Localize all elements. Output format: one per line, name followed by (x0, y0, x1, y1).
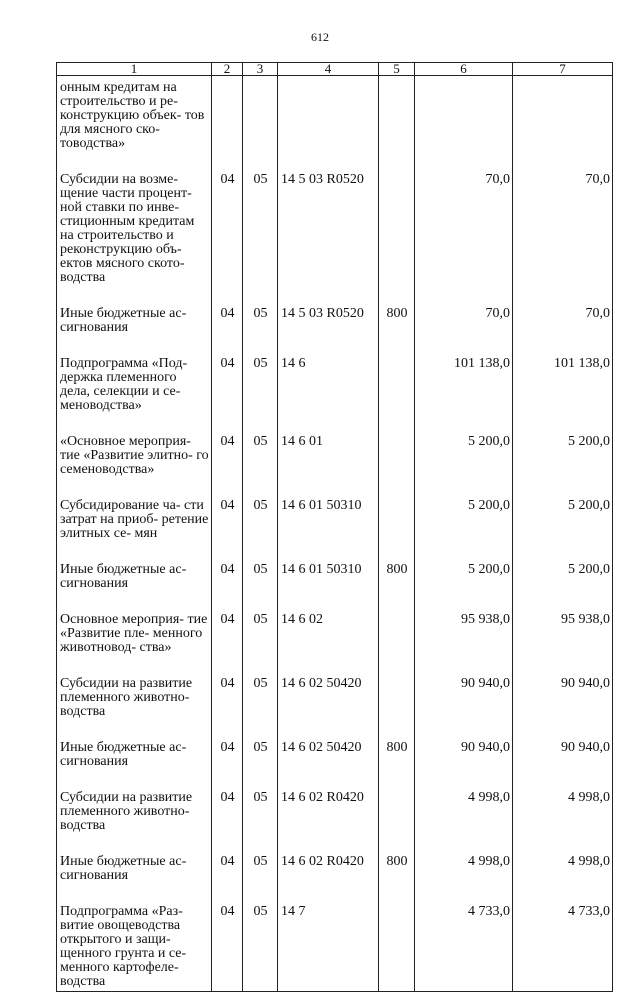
row-expense-type-cell: 800 (379, 563, 415, 613)
row-expense-type-cell: 800 (379, 855, 415, 905)
row-name-cell: Иные бюджетные ас- сигнования (57, 855, 212, 905)
page-number: 612 (311, 30, 329, 44)
row-target-article-cell: 14 6 02 (278, 613, 379, 677)
row-subsection-cell: 05 (243, 741, 278, 791)
row-subsection-cell: 05 (243, 563, 278, 613)
row-subsection-cell: 05 (243, 791, 278, 855)
row-name-cell: Подпрограмма «Раз- витие овощеводства открытого и защи- щенного грунта и се- менного картофеле- водства (57, 905, 212, 992)
row-amount-2-cell (513, 76, 613, 174)
row-amount-cell: 95 938,0 (415, 613, 513, 677)
row-name-cell: Иные бюджетные ас- сигнования (57, 741, 212, 791)
row-target-article-cell: 14 6 01 50310 (278, 499, 379, 563)
row-expense-type-cell (379, 791, 415, 855)
row-subsection-cell: 05 (243, 435, 278, 499)
row-amount-2-cell: 90 940,0 (513, 741, 613, 791)
budget-table (56, 62, 613, 992)
row-expense-type-cell (379, 435, 415, 499)
column-header-4: 4 (278, 63, 379, 76)
table-row (57, 905, 613, 992)
row-amount-2-cell: 5 200,0 (513, 435, 613, 499)
row-section-cell (212, 76, 243, 174)
table-row (57, 677, 613, 741)
row-section-cell: 04 (212, 307, 243, 357)
row-amount-2-cell: 101 138,0 (513, 357, 613, 435)
column-header-3: 3 (243, 63, 278, 76)
row-amount-cell: 101 138,0 (415, 357, 513, 435)
row-target-article-cell: 14 6 02 R0420 (278, 855, 379, 905)
row-amount-cell: 4 998,0 (415, 791, 513, 855)
row-amount-cell: 70,0 (415, 307, 513, 357)
row-amount-2-cell: 5 200,0 (513, 563, 613, 613)
row-amount-cell: 5 200,0 (415, 435, 513, 499)
row-amount-2-cell: 4 998,0 (513, 791, 613, 855)
row-name-cell: Иные бюджетные ас- сигнования (57, 307, 212, 357)
row-amount-cell: 90 940,0 (415, 741, 513, 791)
row-name-cell: Субсидии на развитие племенного животно- водства (57, 677, 212, 741)
row-amount-cell: 4 998,0 (415, 855, 513, 905)
row-subsection-cell (243, 76, 278, 174)
row-section-cell: 04 (212, 613, 243, 677)
row-amount-cell: 90 940,0 (415, 677, 513, 741)
column-header-1: 1 (57, 63, 212, 76)
row-amount-cell: 5 200,0 (415, 563, 513, 613)
table-body (57, 76, 613, 992)
row-subsection-cell: 05 (243, 613, 278, 677)
row-target-article-cell: 14 6 01 (278, 435, 379, 499)
row-name-cell: Основное мероприя- тие «Развитие пле- менного животновод- ства» (57, 613, 212, 677)
column-header-5: 5 (379, 63, 415, 76)
row-name-cell: Субсидирование ча- сти затрат на приоб- ретение элитных се- мян (57, 499, 212, 563)
row-target-article-cell: 14 7 (278, 905, 379, 992)
row-section-cell: 04 (212, 357, 243, 435)
row-subsection-cell: 05 (243, 307, 278, 357)
row-expense-type-cell (379, 357, 415, 435)
row-amount-2-cell: 4 733,0 (513, 905, 613, 992)
table-row (57, 435, 613, 499)
table-row (57, 173, 613, 307)
row-target-article-cell: 14 6 01 50310 (278, 563, 379, 613)
row-target-article-cell: 14 6 (278, 357, 379, 435)
row-amount-cell: 4 733,0 (415, 905, 513, 992)
row-amount-2-cell: 95 938,0 (513, 613, 613, 677)
table-row (57, 791, 613, 855)
row-expense-type-cell: 800 (379, 741, 415, 791)
column-header-2: 2 (212, 63, 243, 76)
row-subsection-cell: 05 (243, 499, 278, 563)
row-target-article-cell (278, 76, 379, 174)
row-subsection-cell: 05 (243, 677, 278, 741)
row-expense-type-cell (379, 499, 415, 563)
row-target-article-cell: 14 6 02 50420 (278, 741, 379, 791)
row-name-cell: Субсидии на возме- щение части процент- ной ставки по инве- стиционным кредитам на строительство и реконструкцию объ- ектов мясного ското- водства (57, 173, 212, 307)
row-expense-type-cell (379, 173, 415, 307)
row-section-cell: 04 (212, 855, 243, 905)
row-target-article-cell: 14 6 02 50420 (278, 677, 379, 741)
column-header-7: 7 (513, 63, 613, 76)
row-subsection-cell: 05 (243, 173, 278, 307)
row-amount-2-cell: 70,0 (513, 307, 613, 357)
table-row (57, 357, 613, 435)
table-row (57, 855, 613, 905)
row-section-cell: 04 (212, 499, 243, 563)
row-amount-2-cell: 90 940,0 (513, 677, 613, 741)
column-header-6: 6 (415, 63, 513, 76)
table-row (57, 741, 613, 791)
row-expense-type-cell (379, 677, 415, 741)
row-target-article-cell: 14 5 03 R0520 (278, 307, 379, 357)
row-name-cell: Подпрограмма «Под- держка племенного дела, селекции и се- меноводства» (57, 357, 212, 435)
table-row (57, 563, 613, 613)
row-amount-2-cell: 4 998,0 (513, 855, 613, 905)
row-amount-cell: 5 200,0 (415, 499, 513, 563)
table-row (57, 76, 613, 174)
row-target-article-cell: 14 6 02 R0420 (278, 791, 379, 855)
row-name-cell: Иные бюджетные ас- сигнования (57, 563, 212, 613)
row-expense-type-cell: 800 (379, 307, 415, 357)
row-amount-2-cell: 70,0 (513, 173, 613, 307)
table-header-row (57, 63, 613, 76)
row-section-cell: 04 (212, 173, 243, 307)
row-amount-2-cell: 5 200,0 (513, 499, 613, 563)
row-section-cell: 04 (212, 563, 243, 613)
row-amount-cell (415, 76, 513, 174)
row-section-cell: 04 (212, 905, 243, 992)
table-row (57, 499, 613, 563)
row-section-cell: 04 (212, 435, 243, 499)
row-section-cell: 04 (212, 741, 243, 791)
row-name-cell: «Основное мероприя- тие «Развитие элитно- го семеноводства» (57, 435, 212, 499)
row-target-article-cell: 14 5 03 R0520 (278, 173, 379, 307)
table-row (57, 613, 613, 677)
row-name-cell: онным кредитам на строительство и ре- конструкцию объек- тов для мясного ско- товодства» (57, 76, 212, 174)
row-name-cell: Субсидии на развитие племенного животно- водства (57, 791, 212, 855)
row-subsection-cell: 05 (243, 357, 278, 435)
row-expense-type-cell (379, 613, 415, 677)
row-subsection-cell: 05 (243, 905, 278, 992)
row-amount-cell: 70,0 (415, 173, 513, 307)
row-section-cell: 04 (212, 791, 243, 855)
row-subsection-cell: 05 (243, 855, 278, 905)
row-expense-type-cell (379, 76, 415, 174)
row-expense-type-cell (379, 905, 415, 992)
row-section-cell: 04 (212, 677, 243, 741)
table-row (57, 307, 613, 357)
